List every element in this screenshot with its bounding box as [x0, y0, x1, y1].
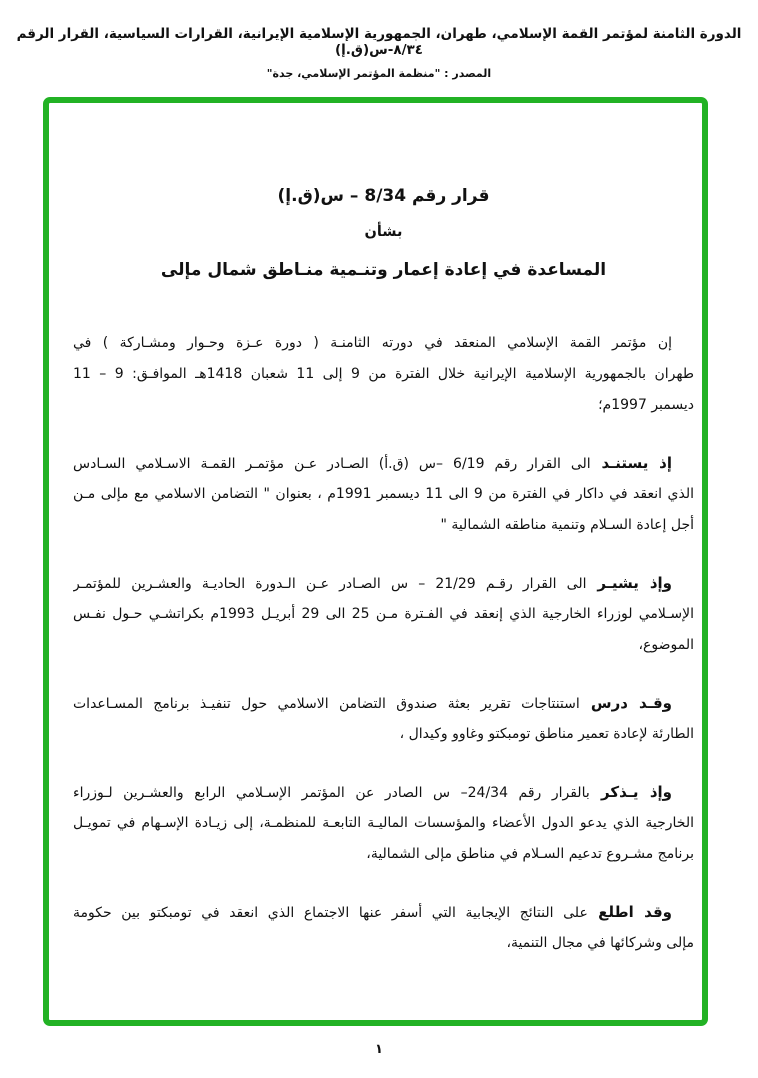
- paragraph-line: مإلى وشركائها في مجال التنمية،: [506, 935, 694, 951]
- header-line-1: الدورة الثامنة لمؤتمر القمة الإسلامي، طهران، الجمهورية الإسلامية الإيرانية، القرارات السياسية، القرار الرقم ٨/٣٤-س(ق.إ): [16, 26, 742, 58]
- header-line-2: المصدر : "منظمة المؤتمر الإسلامي، جدة": [266, 67, 492, 80]
- paragraph-line: الإسـلامي لوزراء الخارجية الذي إنعقد في الفـترة مـن 25 الى 29 أبريـل 1993م بكراتشـي حـول نفـس: [73, 606, 694, 622]
- paragraph-line: الموضوع،: [638, 637, 694, 653]
- resolution-subject-label: بشأن: [364, 224, 403, 240]
- paragraph-line: وقـد درس استنتاجات تقرير بعثة صندوق التضامن الاسلامي حول تنفيـذ برنامج المسـاعدات: [73, 694, 672, 712]
- paragraph-line: وإذ يـذكر بالقرار رقم 24/34– س الصادر عن المؤتمر الإسـلامي الرابع والعشـرين لـوزراء: [73, 783, 672, 801]
- resolution-subject-title: المساعدة في إعادة إعمار وتنـمية منـاطق شمال مإلى: [160, 260, 607, 280]
- paragraph: [73, 328, 694, 421]
- paragraph-line: طهران بالجمهورية الإسلامية الإيرانية خلال الفترة من 9 إلى 11 شعبان 1418هـ الموافـق: 9 – 11: [73, 366, 694, 382]
- paragraph-lead-words: وقد اطلع: [587, 903, 672, 921]
- paragraph-line: برنامج مشـروع تدعيم السـلام في مناطق مإلى الشمالية،: [366, 846, 694, 862]
- document-border-box: [43, 97, 708, 1026]
- paragraph: [73, 688, 694, 750]
- paragraph: [73, 568, 694, 661]
- page-number: ١: [375, 1042, 383, 1057]
- paragraph-line: إن مؤتمر القمة الإسلامي المنعقد في دورته الثامنـة ( دورة عـزة وحـوار ومشـاركة ) في: [73, 335, 672, 351]
- paragraph-lead-words: وإذ يـذكر: [589, 783, 672, 801]
- paragraph-lead-words: وقـد درس: [579, 694, 672, 712]
- paragraph-line: وقد اطلع على النتائج الإيجابية التي أسفر عنها الاجتماع الذي انعقد في تومبكتو بين حكومة: [73, 903, 672, 921]
- paragraph-line: إذ يستنـد الى القرار رقم 6/19 –س (ق.أ) الصـادر عـن مؤتمـر القمـة الاسـلامي السـادس: [73, 454, 673, 472]
- resolution-title-block: [73, 185, 694, 282]
- paragraph: [73, 777, 694, 870]
- paragraph-line: ديسمبر 1997م؛: [598, 397, 694, 413]
- resolution-number: قرار رقم 8/34 – س(ق.إ): [277, 186, 490, 206]
- paragraph-line: الذي انعقد في داكار في الفترة من 9 الى 11 ديسمبر 1991م ، بعنوان " التضامن الاسلامي مع مإلى مـن: [73, 486, 694, 502]
- document-paragraphs: [73, 328, 694, 959]
- document-content: [49, 103, 702, 959]
- paragraph-line: الخارجية الذي يدعو الدول الأعضاء والمؤسسات الماليـة التابعـة للمنظمـة، إلى زيـادة الإسـهام في تمويـل: [73, 815, 694, 831]
- paragraph-lead-words: إذ يستنـد: [590, 454, 673, 472]
- paragraph-line: أجل إعادة السـلام وتنمية مناطقه الشمالية ": [440, 517, 694, 533]
- paragraph-line: وإذ يشيـر الى القرار رقـم 21/29 – س الصـادر عـن الـدورة الحاديـة والعشـرين للمؤتمـر: [73, 574, 672, 592]
- paragraph: [73, 448, 694, 541]
- paragraph-lead-words: وإذ يشيـر: [586, 574, 672, 592]
- page-header: [0, 26, 758, 80]
- paragraph: [73, 897, 694, 959]
- paragraph-line: الطارئة لإعادة تعمير مناطق تومبكتو وغاوو وكيدال ،: [399, 726, 694, 742]
